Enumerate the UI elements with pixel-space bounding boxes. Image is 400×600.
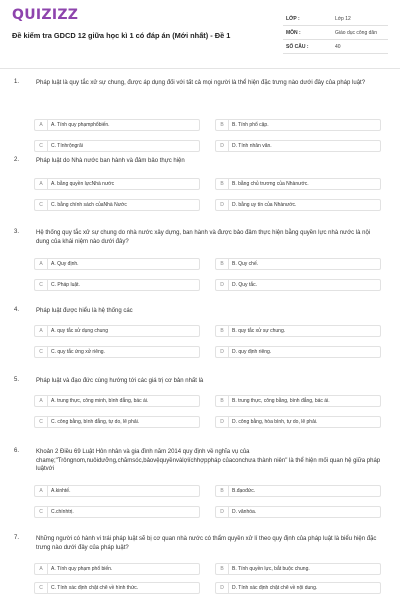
option-letter: D bbox=[216, 507, 229, 517]
option-text: B. trung thực, công bằng, bình đẳng, bác ái. bbox=[232, 398, 330, 404]
option-letter: D bbox=[216, 141, 229, 151]
option-letter: D bbox=[216, 200, 229, 210]
info-row-subject bbox=[283, 26, 388, 40]
option-text: D. vănhóa. bbox=[232, 509, 257, 515]
option-text: B. Quy chế. bbox=[232, 261, 259, 267]
answer-option[interactable] bbox=[215, 563, 381, 575]
option-letter: B bbox=[216, 179, 229, 189]
question-item bbox=[0, 535, 400, 600]
question-text: Pháp luật do Nhà nước ban hành và đảm bảo thực hiện bbox=[36, 158, 185, 164]
question-number: 1. bbox=[14, 79, 20, 85]
option-letter: C bbox=[35, 417, 48, 427]
option-text: C.chínhtrị. bbox=[51, 509, 74, 515]
answer-option[interactable] bbox=[34, 395, 200, 407]
quizizz-logo: QUIZIZZ bbox=[12, 7, 79, 23]
question-text: Pháp luật được hiểu là hệ thống các bbox=[36, 308, 133, 314]
option-text: C. bằng chính sách củaNhà Nước bbox=[51, 202, 127, 208]
answer-option[interactable] bbox=[34, 416, 200, 428]
option-letter: D bbox=[216, 583, 229, 593]
option-text: A. Tính quy phạmphổbiến. bbox=[51, 122, 110, 128]
option-text: B.đạođức. bbox=[232, 488, 256, 494]
info-value: 40 bbox=[335, 40, 388, 54]
answer-option[interactable] bbox=[34, 346, 200, 358]
question-number: 3. bbox=[14, 229, 20, 235]
option-text: A.kinhtế. bbox=[51, 488, 71, 494]
option-text: C. Tínhrộngrãi bbox=[51, 143, 83, 149]
option-letter: C bbox=[35, 280, 48, 290]
option-letter: C bbox=[35, 200, 48, 210]
question-item bbox=[0, 79, 400, 149]
option-letter: A bbox=[35, 179, 48, 189]
answer-option[interactable] bbox=[215, 279, 381, 291]
option-letter: A bbox=[35, 486, 48, 496]
question-text: Pháp luật là quy tắc xử sự chung, được áp dụng đối với tất cả mọi người là thể hiện đặc trưng nào dưới đây của pháp luật? bbox=[36, 80, 366, 86]
option-text: A. trung thực, công minh, bình đẳng, bác ái. bbox=[51, 398, 149, 404]
info-label: MÔN : bbox=[283, 26, 335, 40]
option-letter: A bbox=[35, 120, 48, 130]
option-text: B. quy tắc xử sự chung. bbox=[232, 328, 286, 334]
answer-option[interactable] bbox=[215, 119, 381, 131]
option-text: A. Quy định. bbox=[51, 261, 79, 267]
question-number: 7. bbox=[14, 535, 20, 541]
answer-option[interactable] bbox=[215, 506, 381, 518]
info-row-class bbox=[283, 12, 388, 26]
option-text: C. công bằng, bình đẳng, tự do, lẽ phải. bbox=[51, 419, 140, 425]
answer-option[interactable] bbox=[34, 279, 200, 291]
answer-option[interactable] bbox=[34, 119, 200, 131]
answer-option[interactable] bbox=[34, 582, 200, 594]
answer-option[interactable] bbox=[215, 582, 381, 594]
answer-option[interactable] bbox=[34, 485, 200, 497]
option-letter: D bbox=[216, 347, 229, 357]
question-number: 6. bbox=[14, 448, 20, 454]
answer-option[interactable] bbox=[215, 416, 381, 428]
option-letter: B bbox=[216, 486, 229, 496]
answer-option[interactable] bbox=[34, 506, 200, 518]
option-letter: B bbox=[216, 120, 229, 130]
answer-option[interactable] bbox=[34, 199, 200, 211]
option-letter: D bbox=[216, 280, 229, 290]
answer-option[interactable] bbox=[215, 395, 381, 407]
question-item bbox=[0, 157, 400, 217]
question-number: 4. bbox=[14, 307, 20, 313]
answer-option[interactable] bbox=[34, 258, 200, 270]
worksheet-info-table bbox=[283, 12, 388, 54]
question-text: Những người có hành vi trái pháp luật sẽ bị cơ quan nhà nước có thẩm quyền xử lí theo quy định của pháp luật là biểu hiện đặc trưng nào dưới đây của pháp luật? bbox=[36, 536, 377, 551]
answer-option[interactable] bbox=[34, 178, 200, 190]
option-letter: D bbox=[216, 417, 229, 427]
option-letter: C bbox=[35, 141, 48, 151]
option-text: D. quy định riêng. bbox=[232, 349, 272, 355]
option-letter: A bbox=[35, 396, 48, 406]
option-text: A. quy tắc sử dụng chung bbox=[51, 328, 108, 334]
info-label: SỐ CÂU : bbox=[283, 40, 335, 54]
option-text: D. Tính xác định chặt chẽ về nội dung. bbox=[232, 585, 318, 591]
option-text: C. Tính xác định chặt chẽ về hình thức. bbox=[51, 585, 139, 591]
question-text: Hệ thống quy tắc xử sự chung do nhà nước xây dựng, ban hành và được bảo đảm thực hiện bằng quyền lực nhà nước là nội dung của khái niệm nào dưới đây? bbox=[36, 230, 371, 245]
answer-option[interactable] bbox=[215, 140, 381, 152]
question-number: 5. bbox=[14, 377, 20, 383]
worksheet-title: Đề kiểm tra GDCD 12 giữa học kì 1 có đáp án (Mới nhất) - Đề 1 bbox=[12, 31, 231, 40]
answer-option[interactable] bbox=[215, 346, 381, 358]
answer-option[interactable] bbox=[215, 199, 381, 211]
answer-option[interactable] bbox=[34, 325, 200, 337]
option-letter: A bbox=[35, 259, 48, 269]
question-item bbox=[0, 448, 400, 523]
answer-option[interactable] bbox=[34, 140, 200, 152]
option-text: D. bằng uy tín của Nhànước. bbox=[232, 202, 297, 208]
option-text: D. công bằng, hòa bình, tự do, lẽ phải. bbox=[232, 419, 318, 425]
option-letter: B bbox=[216, 259, 229, 269]
option-text: B. Tính quyền lực, bắt buộc chung. bbox=[232, 566, 310, 572]
question-text: Khoản 2 Điều 69 Luật Hôn nhân và gia đình năm 2014 quy định về nghĩa vụ của chamẹ;"Trôngnom,nuôidưỡng,chămsóc,bảovệquyềnvàlợiíchhợppháp củaconchưa thành niên" là thể hiện mối quan hệ giữa pháp luậtvới bbox=[36, 449, 381, 472]
option-text: A. bằng quyền lựcNhà nước bbox=[51, 181, 115, 187]
option-text: A. Tính quy phạm phổ biến. bbox=[51, 566, 113, 572]
question-item bbox=[0, 229, 400, 299]
question-item bbox=[0, 307, 400, 367]
option-text: D. Quy tắc. bbox=[232, 282, 258, 288]
info-value: Lớp 12 bbox=[335, 12, 388, 26]
answer-option[interactable] bbox=[215, 258, 381, 270]
question-text: Pháp luật và đạo đức cùng hướng tới các giá trị cơ bản nhất là bbox=[36, 378, 204, 384]
option-text: B. bằng chủ trương của Nhànước. bbox=[232, 181, 309, 187]
option-letter: A bbox=[35, 564, 48, 574]
option-letter: C bbox=[35, 583, 48, 593]
option-letter: C bbox=[35, 347, 48, 357]
option-text: C. Pháp luật. bbox=[51, 282, 80, 288]
answer-option[interactable] bbox=[34, 563, 200, 575]
option-letter: B bbox=[216, 326, 229, 336]
option-letter: B bbox=[216, 564, 229, 574]
option-letter: B bbox=[216, 396, 229, 406]
info-row-count bbox=[283, 40, 388, 54]
answer-option[interactable] bbox=[215, 485, 381, 497]
answer-option[interactable] bbox=[215, 178, 381, 190]
question-number: 2. bbox=[14, 157, 20, 163]
option-letter: A bbox=[35, 326, 48, 336]
option-text: B. Tính phổ cập. bbox=[232, 122, 269, 128]
option-letter: C bbox=[35, 507, 48, 517]
info-label: LỚP : bbox=[283, 12, 335, 26]
worksheet-header bbox=[0, 0, 400, 69]
answer-option[interactable] bbox=[215, 325, 381, 337]
option-text: C. quy tắc ứng xử riêng. bbox=[51, 349, 105, 355]
info-value: Giáo dục công dân bbox=[335, 26, 388, 40]
question-item bbox=[0, 377, 400, 437]
option-text: D. Tính nhân văn. bbox=[232, 143, 272, 149]
